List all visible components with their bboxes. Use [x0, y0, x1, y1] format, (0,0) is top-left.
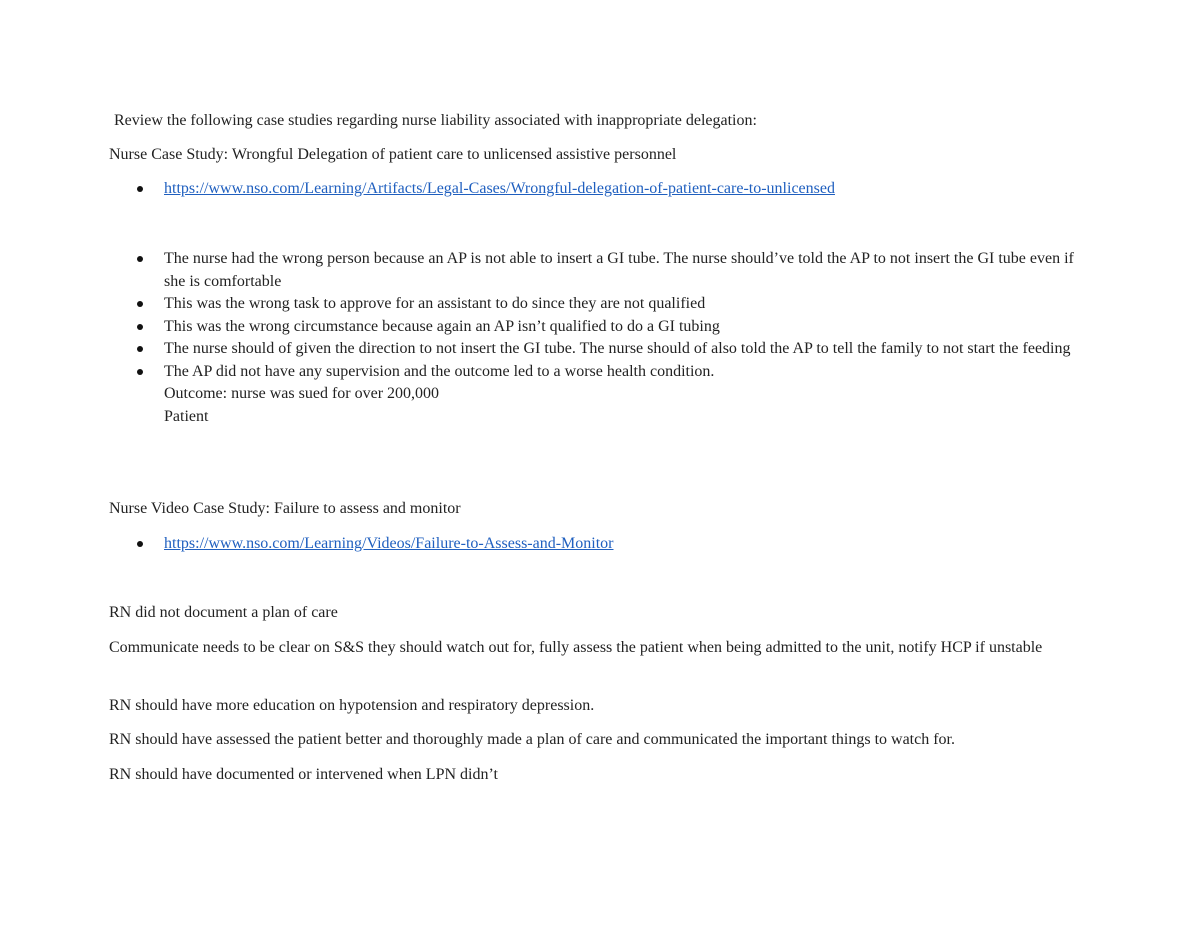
- list-item: [109, 248, 1089, 293]
- finding-text: RN should have assessed the patient better and thoroughly made a plan of care and communicated the important things to watch for.: [109, 731, 955, 748]
- note-text: This was the wrong task to approve for an assistant to do since they are not qualified: [164, 295, 706, 312]
- list-item: [109, 533, 1089, 556]
- note-text: The nurse had the wrong person because an AP is not able to insert a GI tube. The nurse should’ve told the AP to not insert the GI tube even if she is comfortable: [164, 250, 1074, 290]
- bullet-icon: [137, 256, 143, 262]
- case2-heading: Nurse Video Case Study: Failure to assess and monitor: [109, 500, 461, 517]
- bullet-icon: [137, 324, 143, 330]
- case1-link-list: [109, 178, 1089, 201]
- case1-heading: Nurse Case Study: Wrongful Delegation of patient care to unlicensed assistive personnel: [109, 146, 677, 163]
- list-item: [109, 361, 1089, 429]
- finding-text: RN should have more education on hypotension and respiratory depression.: [109, 697, 595, 714]
- list-item: [109, 293, 1089, 316]
- bullet-icon: [137, 346, 143, 352]
- note-text: The AP did not have any supervision and the outcome led to a worse health condition.: [164, 362, 715, 380]
- case2-link-list: [109, 533, 1089, 556]
- finding-text: RN should have documented or intervened when LPN didn’t: [109, 766, 498, 783]
- bullet-icon: [137, 186, 143, 192]
- bullet-icon: [137, 301, 143, 307]
- finding-text: RN did not document a plan of care: [109, 604, 338, 621]
- case1-notes-list: [109, 248, 1089, 428]
- case1-link[interactable]: https://www.nso.com/Learning/Artifacts/Legal-Cases/Wrongful-delegation-of-patient-care-to-unlicensed: [164, 180, 835, 197]
- note-text: The nurse should of given the direction to not insert the GI tube. The nurse should of also told the AP to tell the family to not start the feeding: [164, 340, 1071, 357]
- intro-text: Review the following case studies regarding nurse liability associated with inappropriate delegation:: [114, 112, 757, 129]
- patient-text: Patient: [164, 407, 209, 425]
- bullet-icon: [137, 541, 143, 547]
- bullet-icon: [137, 369, 143, 375]
- note-text: This was the wrong circumstance because again an AP isn’t qualified to do a GI tubing: [164, 317, 720, 335]
- outcome-text: Outcome: nurse was sued for over 200,000: [164, 385, 440, 402]
- case2-link[interactable]: https://www.nso.com/Learning/Videos/Failure-to-Assess-and-Monitor: [164, 535, 614, 552]
- list-item: [109, 338, 1089, 361]
- finding-text: Communicate needs to be clear on S&S they should watch out for, fully assess the patient when being admitted to the unit, notify HCP if unstable: [109, 639, 1043, 656]
- list-item: [109, 178, 1089, 201]
- list-item: [109, 316, 1089, 339]
